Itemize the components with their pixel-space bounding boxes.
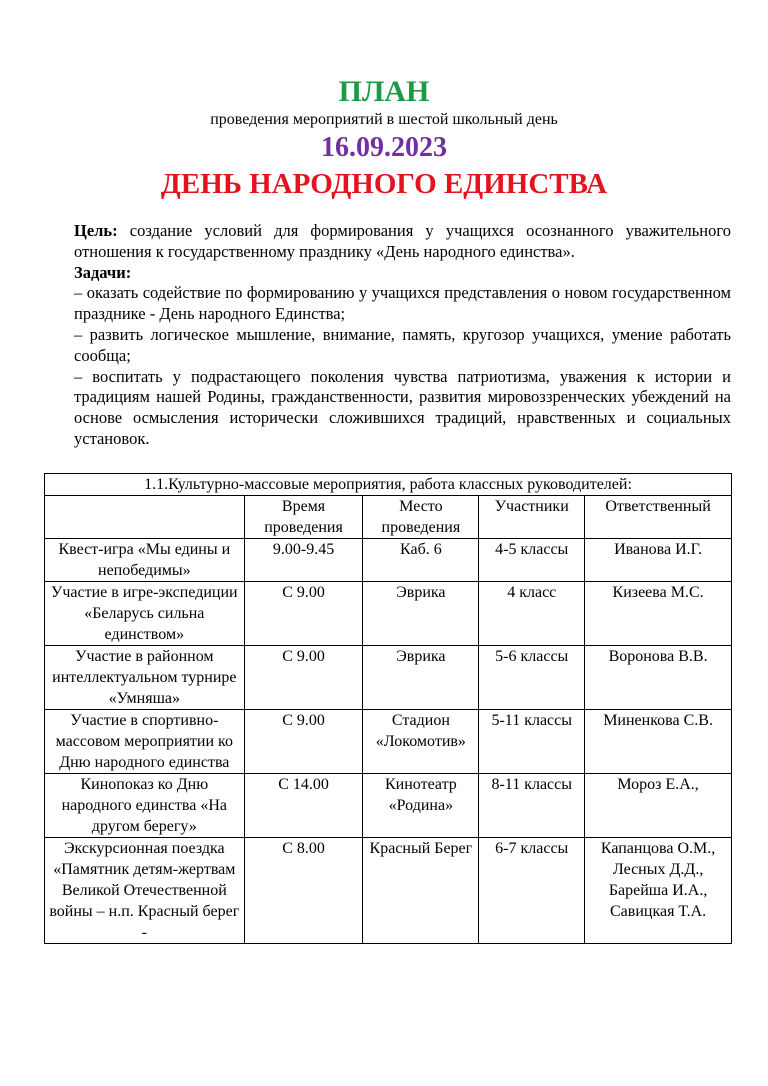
goal-paragraph xyxy=(74,221,731,263)
cell-participants: 6-7 классы xyxy=(479,838,585,944)
column-header-responsible: Ответственный xyxy=(585,496,732,539)
goal-label: Цель: xyxy=(74,221,118,240)
cell-participants: 5-6 классы xyxy=(479,646,585,710)
cell-participants: 5-11 классы xyxy=(479,710,585,774)
table-row xyxy=(45,646,732,710)
table-row xyxy=(45,774,732,838)
table-section-title: 1.1.Культурно-массовые мероприятия, работа классных руководителей: xyxy=(45,474,732,496)
cell-event: Участие в районном интеллектуальном турнире «Умняша» xyxy=(45,646,245,710)
intro-section xyxy=(74,221,731,450)
cell-responsible: Капанцова О.М., Лесных Д.Д., Барейша И.А., Савицкая Т.А. xyxy=(585,838,732,944)
cell-responsible: Миненкова С.В. xyxy=(585,710,732,774)
cell-event: Экскурсионная поездка «Памятник детям-жертвам Великой Отечественной войны – н.п. Красный берег - xyxy=(45,838,245,944)
cell-participants: 4-5 классы xyxy=(479,539,585,582)
cell-place: Эврика xyxy=(363,582,479,646)
tasks-label: Задачи: xyxy=(74,262,132,282)
table-row xyxy=(45,838,732,944)
event-name: ДЕНЬ НАРОДНОГО ЕДИНСТВА xyxy=(160,168,608,200)
cell-responsible: Мороз Е.А., xyxy=(585,774,732,838)
cell-place: Каб. 6 xyxy=(363,539,479,582)
cell-place: Красный Берег xyxy=(363,838,479,944)
cell-event: Кинопоказ ко Дню народного единства «На другом берегу» xyxy=(45,774,245,838)
table-section-row xyxy=(45,474,732,496)
cell-time: С 9.00 xyxy=(244,710,363,774)
column-header-participants: Участники xyxy=(479,496,585,539)
cell-time: С 14.00 xyxy=(244,774,363,838)
cell-event: Квест-игра «Мы едины и непобедимы» xyxy=(45,539,245,582)
task-item: – воспитать у подрастающего поколения чувства патриотизма, уважения к истории и традициям нашей Родины, гражданственности, развития мировоззренческих убеждений на основе осмысления исторически сложившихся традиций, нравственных и социальных установок. xyxy=(74,366,731,448)
cell-time: С 8.00 xyxy=(244,838,363,944)
column-header-place: Место проведения xyxy=(363,496,479,539)
events-table xyxy=(44,473,732,944)
table-row xyxy=(45,539,732,582)
cell-place: Кинотеатр «Родина» xyxy=(363,774,479,838)
table-header-row xyxy=(45,496,732,539)
cell-place: Эврика xyxy=(363,646,479,710)
task-item: – развить логическое мышление, внимание, память, кругозор учащихся, умение работать сообща; xyxy=(74,324,731,365)
cell-time: С 9.00 xyxy=(244,582,363,646)
table-row xyxy=(45,582,732,646)
cell-responsible: Кизеева М.С. xyxy=(585,582,732,646)
table-row xyxy=(45,710,732,774)
cell-responsible: Иванова И.Г. xyxy=(585,539,732,582)
goal-text: создание условий для формирования у учащихся осознанного уважительного отношения к государственному празднику «День народного единства». xyxy=(74,221,731,261)
document-title: ПЛАН xyxy=(338,75,430,108)
cell-participants: 4 класс xyxy=(479,582,585,646)
cell-place: Стадион «Локомотив» xyxy=(363,710,479,774)
column-header-time: Время проведения xyxy=(244,496,363,539)
task-item: – оказать содействие по формированию у учащихся представления о новом государственном празднике - День народного Единства; xyxy=(74,283,731,324)
column-header-event xyxy=(45,496,245,539)
event-date: 16.09.2023 xyxy=(321,132,447,163)
document-subtitle: проведения мероприятий в шестой школьный день xyxy=(210,111,558,128)
cell-participants: 8-11 классы xyxy=(479,774,585,838)
cell-event: Участие в игре-экспедиции «Беларусь сильна единством» xyxy=(45,582,245,646)
cell-event: Участие в спортивно-массовом мероприятии ко Дню народного единства xyxy=(45,710,245,774)
cell-responsible: Воронова В.В. xyxy=(585,646,732,710)
cell-time: С 9.00 xyxy=(244,646,363,710)
cell-time: 9.00-9.45 xyxy=(244,539,363,582)
